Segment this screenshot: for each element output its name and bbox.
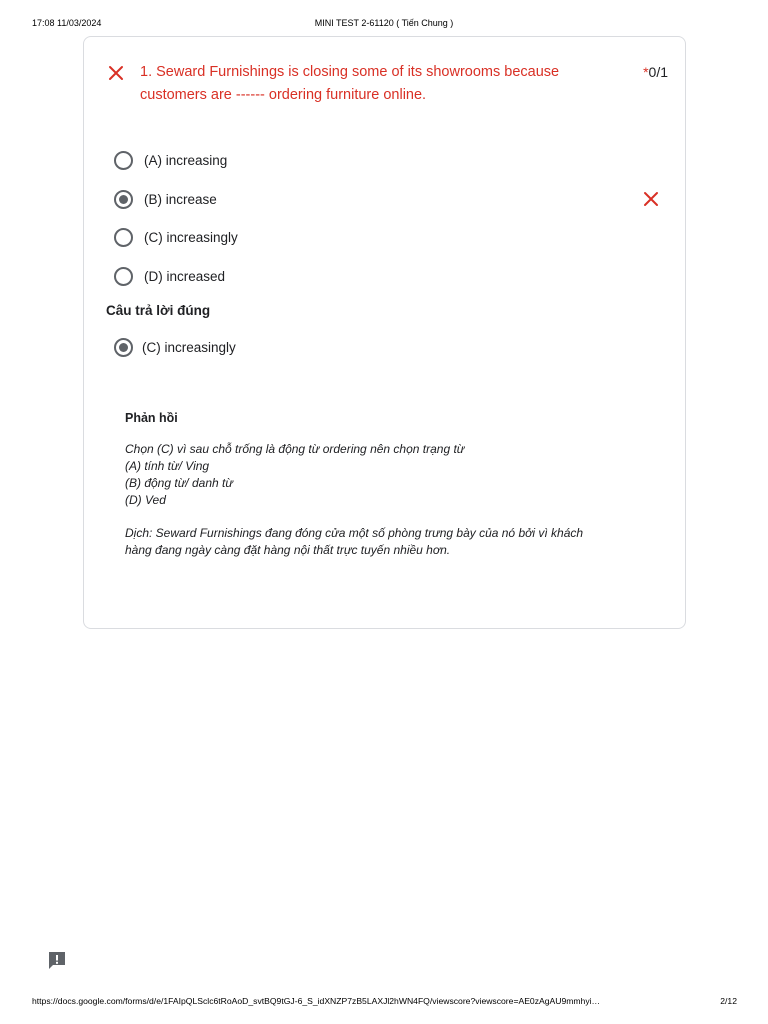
correct-answer-label: (C) increasingly <box>142 339 236 355</box>
feedback-line: Chọn (C) vì sau chỗ trống là động từ ordering nên chọn trạng từ <box>125 442 465 456</box>
radio-button-selected[interactable] <box>114 190 133 209</box>
wrong-answer-icon <box>643 191 659 207</box>
option-d[interactable] <box>114 257 659 296</box>
spacer <box>125 509 625 525</box>
radio-button-selected <box>114 338 133 357</box>
option-label: (A) increasing <box>144 152 228 168</box>
report-problem-icon[interactable] <box>47 950 67 970</box>
question-score <box>643 61 668 84</box>
radio-button[interactable] <box>114 151 133 170</box>
page-url: https://docs.google.com/forms/d/e/1FAIpQLSclc6tRoAoD_svtBQ9tGJ-6_S_idXNZP7zB5LAXJl2hWN4FQ/viewscore?viewscore=AE0zAgAU9mmhyi… <box>32 996 601 1006</box>
print-datetime: 17:08 11/03/2024 <box>32 18 102 28</box>
print-footer <box>0 996 768 1008</box>
translation-line: Dịch: Seward Furnishings đang đóng cửa một số phòng trưng bày của nó bởi vì khách <box>125 526 584 540</box>
option-a[interactable] <box>114 141 659 180</box>
radio-button[interactable] <box>114 228 133 247</box>
feedback-section <box>125 411 625 559</box>
feedback-title: Phản hồi <box>125 411 178 425</box>
option-label: (C) increasingly <box>144 230 238 246</box>
required-mark: * <box>643 64 649 80</box>
page-number: 2/12 <box>720 996 737 1006</box>
close-icon <box>108 65 124 81</box>
feedback-line: (B) động từ/ danh từ <box>125 476 233 490</box>
score-value: 0/1 <box>648 64 668 80</box>
feedback-body <box>125 441 625 559</box>
question-text: 1. Seward Furnishings is closing some of its showrooms because customers are ------ ordering furniture online. <box>140 64 560 103</box>
question-card <box>83 36 686 629</box>
correct-answer-heading: Câu trả lời đúng <box>106 303 211 318</box>
option-label: (D) increased <box>144 268 226 284</box>
option-c[interactable] <box>114 218 659 257</box>
translation-line: hàng đang ngày càng đặt hàng nội thất trực tuyến nhiều hơn. <box>125 543 451 557</box>
print-title: MINI TEST 2-61120 ( Tiến Chung ) <box>314 18 454 28</box>
option-label: (B) increase <box>144 191 217 207</box>
feedback-line: (D) Ved <box>125 493 166 507</box>
correct-answer <box>114 337 236 357</box>
print-header <box>0 18 768 32</box>
answer-options <box>114 141 659 296</box>
radio-button[interactable] <box>114 267 133 286</box>
option-b[interactable] <box>114 180 659 219</box>
feedback-line: (A) tính từ/ Ving <box>125 459 210 473</box>
